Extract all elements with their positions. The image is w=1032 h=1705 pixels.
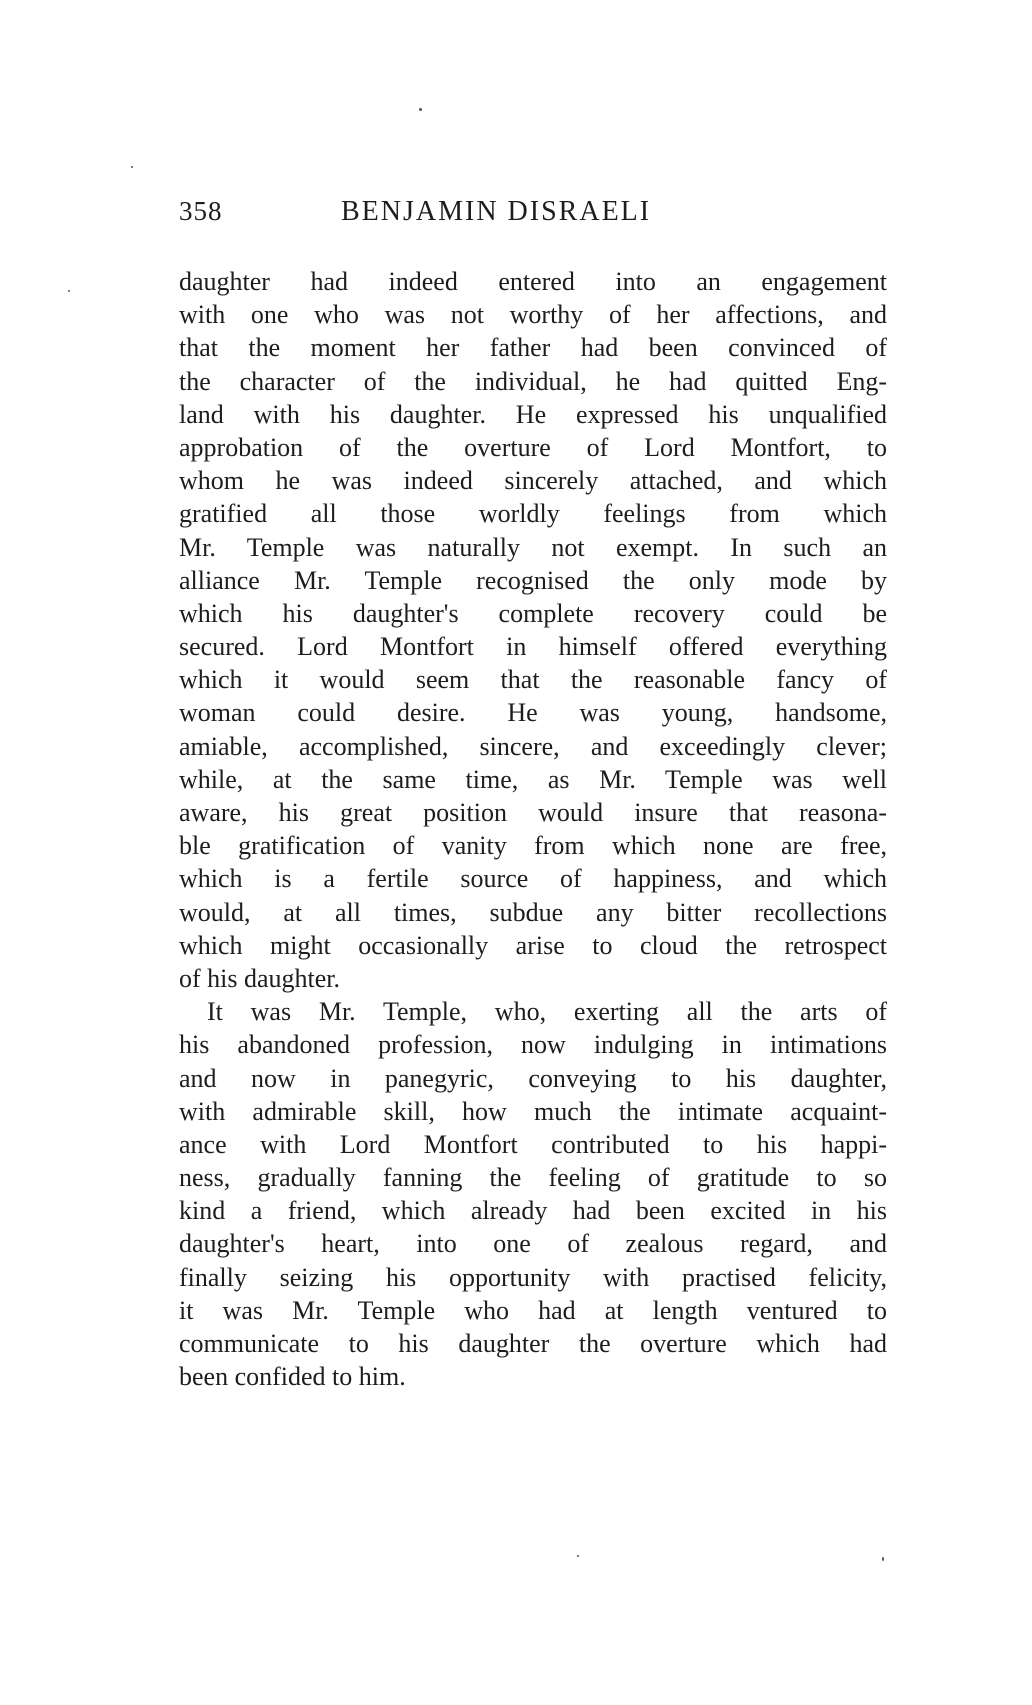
text-line: which it would seem that the reasonable fancy of [179, 665, 887, 695]
text-line: his abandoned profession, now indulging in intimations [179, 1030, 887, 1060]
text-line: and now in panegyric, conveying to his daughter, [179, 1063, 887, 1093]
text-line: woman could desire. He was young, handsome, [179, 698, 887, 728]
text-line: ness, gradually fanning the feeling of gratitude to so [179, 1163, 887, 1193]
ink-speck [882, 1557, 884, 1561]
text-line: whom he was indeed sincerely attached, and which [179, 466, 887, 496]
text-line: kind a friend, which already had been excited in his [179, 1196, 887, 1226]
page-header [179, 196, 889, 240]
text-line: Mr. Temple was naturally not exempt. In such an [179, 532, 887, 562]
text-line: that the moment her father had been convinced of [179, 333, 887, 363]
text-line: amiable, accomplished, sincere, and exceedingly clever; [179, 731, 887, 761]
text-line: aware, his great position would insure that reasona- [179, 798, 887, 827]
text-line: which might occasionally arise to cloud the retrospect [179, 930, 887, 960]
text-line: gratified all those worldly feelings from which [179, 499, 887, 529]
text-line: would, at all times, subdue any bitter recollections [179, 897, 887, 927]
text-line: land with his daughter. He expressed his unqualified [179, 399, 887, 429]
text-line: the character of the individual, he had quitted Eng- [179, 366, 887, 396]
text-line: while, at the same time, as Mr. Temple was well [179, 764, 887, 794]
text-line: ble gratification of vanity from which none are free, [179, 831, 887, 861]
text-line: secured. Lord Montfort in himself offered everything [179, 632, 887, 662]
text-line: with one who was not worthy of her affections, and [179, 300, 887, 330]
paragraph [179, 995, 887, 1393]
text-line: ance with Lord Montfort contributed to his happi- [179, 1129, 887, 1159]
text-line: with admirable skill, how much the intimate acquaint- [179, 1096, 887, 1126]
text-line: communicate to his daughter the overture which had [179, 1329, 887, 1358]
page-number: 358 [179, 196, 223, 226]
text-line: daughter had indeed entered into an engagement [179, 267, 887, 296]
body-text [179, 265, 887, 1393]
text-line: finally seizing his opportunity with practised felicity, [179, 1262, 887, 1292]
text-line: approbation of the overture of Lord Montfort, to [179, 432, 887, 462]
ink-speck [577, 1555, 579, 1557]
text-line: It was Mr. Temple, who, exerting all the arts of [207, 997, 887, 1027]
paragraph [179, 265, 887, 995]
text-line: it was Mr. Temple who had at length ventured to [179, 1295, 887, 1325]
text-line: alliance Mr. Temple recognised the only mode by [179, 565, 887, 595]
text-line: daughter's heart, into one of zealous regard, and [179, 1229, 887, 1259]
ink-speck [131, 166, 133, 168]
ink-speck [419, 108, 422, 111]
text-line: been confided to him. [179, 1362, 406, 1392]
text-line: of his daughter. [179, 963, 341, 993]
ink-speck [68, 290, 70, 292]
text-line: which his daughter's complete recovery could be [179, 598, 887, 628]
text-line: which is a fertile source of happiness, and which [179, 864, 887, 894]
running-title: BENJAMIN DISRAELI [341, 196, 652, 227]
